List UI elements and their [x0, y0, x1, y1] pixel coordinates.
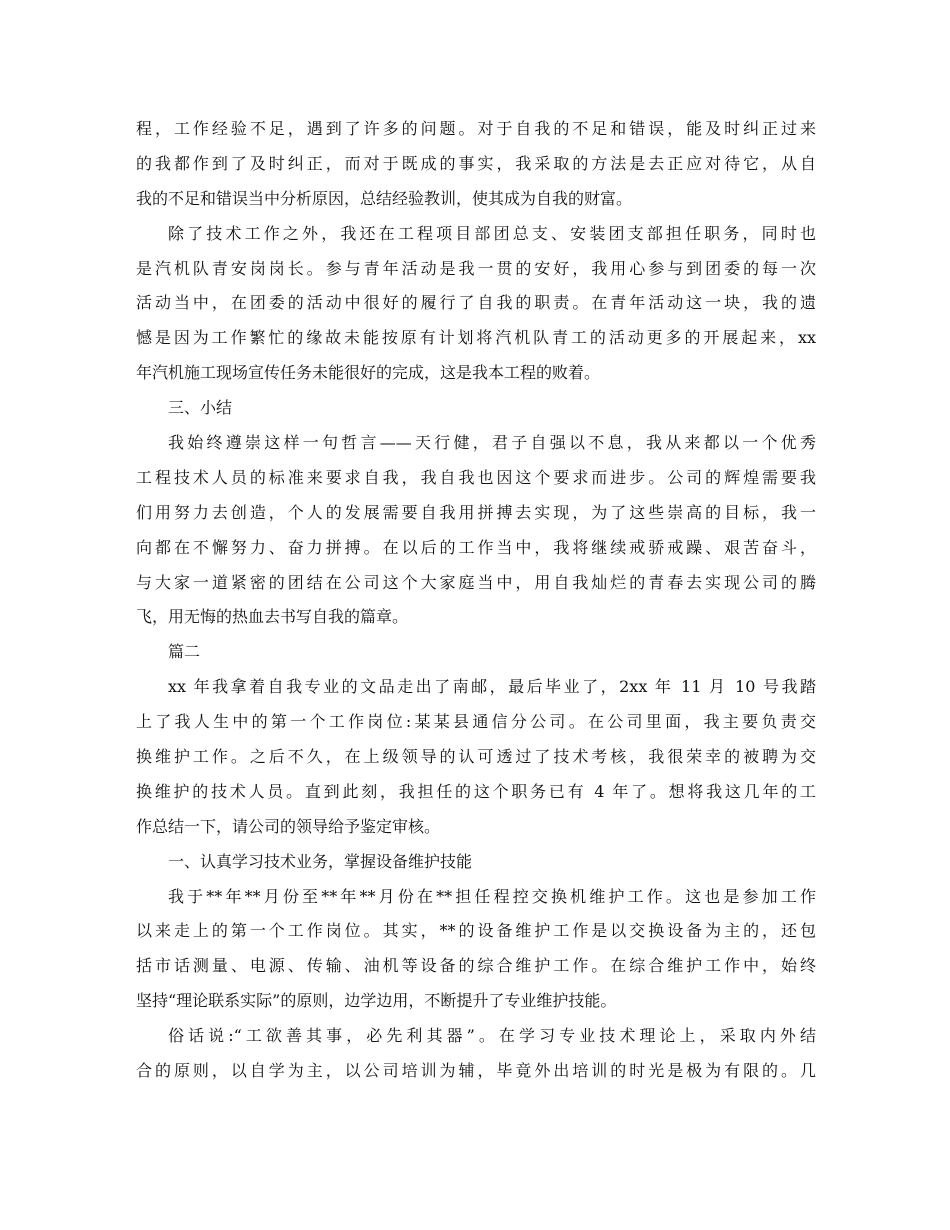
text-line: 作总结一下，请公司的领导给予鉴定审核。 [136, 816, 441, 836]
text-line: 憾是因为工作繁忙的缘故未能按原有计划将汽机队青工的活动更多的开展起来，xx [136, 328, 816, 348]
text-line: 是汽机队青安岗岗长。参与青年活动是我一贯的安好，我用心参与到团委的每一次 [136, 258, 816, 278]
text-line: xx 年我拿着自我专业的文品走出了南邮，最后毕业了，2xx 年 11 月 10 号我踏 [168, 677, 816, 697]
text-line: 我的不足和错误当中分析原因，总结经验教训，使其成为自我的财富。 [136, 188, 633, 208]
text-line: 活动当中，在团委的活动中很好的履行了自我的职责。在青年活动这一块，我的遗 [136, 293, 816, 313]
text-line: 飞，用无悔的热血去书写自我的篇章。 [136, 607, 409, 627]
text-line: 我始终遵崇这样一句哲言——天行健，君子自强以不息，我从来都以一个优秀 [168, 433, 816, 453]
text-line: 向都在不懈努力、奋力拼搏。在以后的工作当中，我将继续戒骄戒躁、艰苦奋斗， [136, 537, 816, 557]
text-line: 程，工作经验不足，遇到了许多的问题。对于自我的不足和错误，能及时纠正过来 [136, 119, 816, 138]
text-line: 俗话说:“工欲善其事，必先利其器”。在学习专业技术理论上，采取内外结 [168, 1026, 816, 1046]
text-line: 年汽机施工现场宣传任务未能很好的完成，这是我本工程的败着。 [136, 363, 601, 383]
text-line: 工程技术人员的标准来要求自我，我自我也因这个要求而进步。公司的辉煌需要我 [136, 467, 816, 487]
text-line: 一、认真学习技术业务，掌握设备维护技能 [168, 851, 473, 871]
text-line: 坚持“理论联系实际”的原则，边学边用，不断提升了专业维护技能。 [136, 991, 617, 1011]
text-line: 我于**年**月份至**年**月份在**担任程控交换机维护工作。这也是参加工作 [168, 886, 816, 906]
text-line: 换维护的技术人员。直到此刻，我担任的这个职务已有 4 年了。想将我这几年的工 [136, 781, 816, 801]
text-line: 们用努力去创造，个人的发展需要自我用拼搏去实现，为了这些崇高的目标，我一 [136, 502, 816, 522]
text-line: 的我都作到了及时纠正，而对于既成的事实，我采取的方法是去正应对待它，从自 [136, 153, 816, 173]
document-body [136, 112, 816, 1089]
text-line: 换维护工作。之后不久，在上级领导的认可透过了技术考核，我很荣幸的被聘为交 [136, 747, 816, 767]
text-line: 三、小结 [168, 398, 233, 418]
text-line: 除了技术工作之外，我还在工程项目部团总支、安装团支部担任职务，同时也 [168, 223, 816, 243]
text-line: 篇二 [168, 642, 201, 662]
text-line: 括市话测量、电源、传输、油机等设备的综合维护工作。在综合维护工作中，始终 [136, 956, 816, 976]
text-line: 上了我人生中的第一个工作岗位:某某县通信分公司。在公司里面，我主要负责交 [136, 712, 816, 732]
text-line: 合的原则，以自学为主，以公司培训为辅，毕竟外出培训的时光是极为有限的。几 [136, 1061, 816, 1081]
text-line: 与大家一道紧密的团结在公司这个大家庭当中，用自我灿烂的青春去实现公司的腾 [136, 572, 816, 592]
text-line: 以来走上的第一个工作岗位。其实，**的设备维护工作是以交换设备为主的，还包 [136, 921, 816, 941]
